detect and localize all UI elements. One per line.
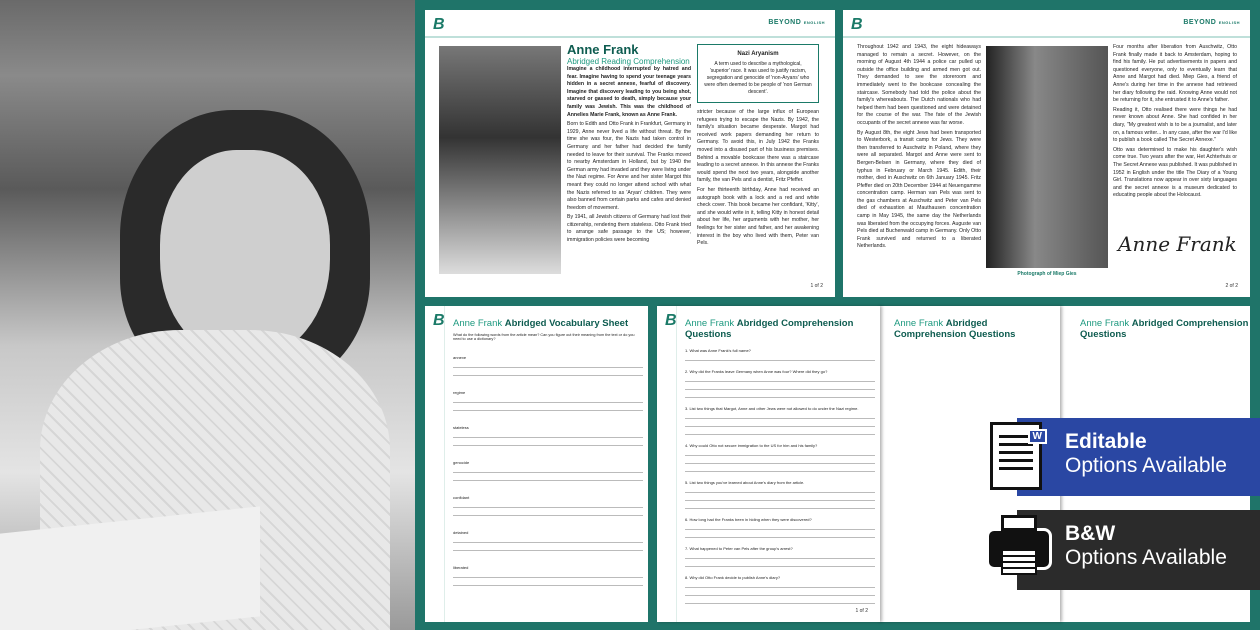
paragraph: By 1941, all Jewish citizens of Germany had lost their citizenship, rendering them stateless. Otto Frank tried to arrange safe passage to the US; however, immigration policies were becoming [567,214,691,244]
paragraph: Four months after liberation from Auschwitz, Otto Frank finally made it back to Amsterdam, hoping to find his family. He put advertisements in papers and questioned everyone, only to eventually learn that Anne and Margot had died. Miep Gies, a friend of Anne's during her time in the annexe had retrieved her diary following the raid. Knowing Anne would not be returning for it, she entrusted it to Anne's father. [1113,44,1237,104]
anne-frank-portrait [439,46,561,274]
printer-icon [986,528,1052,570]
vocabulary-sheet [425,306,648,622]
logo-icon: B [851,16,863,33]
intro: Imagine a childhood interrupted by hatred and fear. Imagine having to spend your teenage years hidden in a secret annexe, fearful of discovery. Imagine that discovery leading to you being shot, starved or gassed to death, simply because your family was Jewish. This was the childhood of Annelies Marie Frank, known as Anne Frank. [567,66,691,118]
vocab-item [453,495,643,516]
answer-line[interactable] [685,455,875,456]
paragraph: Throughout 1942 and 1943, the eight hideaways managed to remain a secret. However, on the morning of August 4th 1944 a police car pulled up outside the office building and armed men got out. They demanded to see the storeroom and immediately went to the bookcase concealing the staircase. Somebody had told the police about the family's whereabouts. The Dutch nationals who had helped them had been questioned and were detained for the course of the war. The fate of the Jewish occupants of the secret annexe was far worse. [857,44,981,126]
answer-line[interactable] [685,471,875,472]
definition-box: Nazi Aryanism A term used to describe a mythological, 'superior' race. It was used to justify racism, segregation and genocide of 'non-Aryans' who were often deemed to be people of 'non German descent'. [697,44,819,103]
brand: BEYOND ENGLISH [768,19,825,26]
question-item [685,443,875,472]
question-item [685,480,875,509]
badge-title: B&W [1065,522,1116,545]
reading-page-2 [843,10,1250,297]
logo-icon: B [665,312,677,329]
vocab-word: liberated [453,565,469,570]
page-number: 1 of 2 [810,283,823,289]
vocab-word: genocide [453,460,470,465]
question-item [685,575,875,604]
answer-line[interactable] [685,389,875,390]
sheet-title: Anne Frank Abridged Comprehension Questions [685,318,854,340]
vocab-item [453,425,643,446]
answer-line[interactable] [685,595,875,596]
paragraph: For her thirteenth birthday, Anne had received an autograph book with a lock and a red and white check cover. This book became her confidant, 'Kitty', and she would write in it, telling Kitty in honest detail about her life, her arguments with her mother, her feelings for her sister and father, and her awakening interest in the boy who lived with them, Peter van Pels. [697,186,819,247]
page-number: 2 of 2 [1225,283,1238,289]
questions-sheet-back: Anne Frank Abridged Comprehension Questions [1050,306,1250,622]
answer-line[interactable] [685,463,875,464]
answer-line[interactable] [685,418,875,419]
miep-gies-photo [986,46,1108,268]
page-subtitle: Abridged Reading Comprehension [567,57,690,66]
answer-line[interactable] [685,434,875,435]
vocab-word: detained [453,530,469,535]
answer-line[interactable] [685,587,875,588]
vocab-item [453,390,643,411]
question-text: 2. Why did the Franks leave Germany when Anne was four? Where did they go? [685,369,828,374]
word-document-icon: W [990,422,1042,490]
question-item [685,406,875,435]
instructions: What do the following words from the article mean? Can you figure out their meaning from the text or do you need to use a dictionary? [453,333,635,341]
answer-line[interactable] [685,426,875,427]
answer-line[interactable] [685,500,875,501]
answer-line[interactable] [685,508,875,509]
anne-frank-photo [0,0,415,630]
badge-title: Editable [1065,430,1147,453]
vocab-item [453,355,643,376]
question-item [685,369,875,398]
answer-line[interactable] [685,529,875,530]
badge-subtitle: Options Available [1065,454,1227,477]
answer-line[interactable] [685,492,875,493]
sheet-title: Anne Frank Abridged Vocabulary Sheet [453,318,629,329]
vocab-word: regime [453,390,466,395]
editable-badge [1017,418,1260,496]
vocab-word: stateless [453,425,469,430]
question-text: 5. List two things you've learned about Anne's diary from the article. [685,480,805,485]
paragraph: stricter because of the large influx of European refugees trying to escape the Nazis. By 1942, the family's situation became desperate. Margot had received work papers demanding her return to Germany. To avoid this, in July 1942 the Franks moved into a disused part of his business premises. Behind a movable bookcase there was a staircase leading to a secret annexe. In this annexe the Franks would spend the next two years, alongside another family, the van Pels and a dentist, Fritz Pfeffer. [697,109,819,184]
page-title: Anne Frank [567,42,639,57]
paragraph: By August 8th, the eight Jews had been transported to Westerbork, a transit camp for Jews. They were then transferred to Auschwitz in Poland, where they were all separated. Margot and Anne were sent to Bergen-Belsen in Germany, where they died of typhus in February or March 1945. Edith, their mother, died in Auschwitz on 6th January 1945. Fritz Pfeffer died on 20th December 1944 at Neuengamme concentration camp. Herman van Pels was sent to the gas chambers at Auschwitz and Peter van Pels died of exhaustion at Mauthausen concentration camp in May 1945, the same day the Netherlands was liberated from the occupying forces. Auguste van Pels died at Buchenwald camp in Germany. Only Otto Frank survived and returned to a liberated Netherlands. [857,129,981,250]
answer-line[interactable] [685,537,875,538]
question-text: 6. How long had the Franks been in hiding when they were discovered? [685,517,812,522]
signature: Anne Frank [1118,232,1237,256]
logo-icon: B [433,312,445,329]
answer-line[interactable] [685,558,875,559]
question-item [685,348,875,361]
paragraph: Reading it, Otto realised there were things he had never known about Anne. She had confided in her diary, "My greatest wish is to be a journalist, and later on, a famous writer... In any case, after the war I'd like to publish a book called The Secret Annexe." [1113,106,1237,144]
answer-line[interactable] [685,360,875,361]
question-text: 8. Why did Otto Frank decide to publish Anne's diary? [685,575,781,580]
vocab-item [453,565,643,586]
question-text: 4. Why could Otto not secure immigration to the US for him and his family? [685,443,818,448]
answer-line[interactable] [685,566,875,567]
photo-caption: Photograph of Miep Gies [1017,271,1077,277]
questions-sheet [657,306,880,622]
question-item [685,546,875,567]
vocab-item [453,460,643,481]
answer-line[interactable] [685,397,875,398]
logo-icon: B [433,16,445,33]
question-text: 3. List two things that Margot, Anne and other Jews were not allowed to do under the Nazi regime. [685,406,859,411]
vocab-word: confidant [453,495,470,500]
page-number: 1 of 2 [855,608,868,614]
badge-subtitle: Options Available [1065,546,1227,569]
vocab-item [453,530,643,551]
paragraph: Born to Edith and Otto Frank in Frankfurt, Germany in 1929, Anne never lived a life without threat. By the time she was four, the Nazis had taken control in Germany and her father had decided the family needed to leave for their survival. The Franks moved to nearby Amsterdam in Holland, but by 1940 the German army had invaded and they were living under the Nazi regime. For Anne and her sister Margot this meant they could no longer attend school with what the Nazis referred to as 'Aryan' children. They were also banned from certain parks and cafes and denied freedom of movement. [567,121,691,211]
answer-line[interactable] [685,381,875,382]
vocab-word: annexe [453,355,467,360]
answer-line[interactable] [685,603,875,604]
questions-sheet-middle: Anne Frank Abridged Comprehension Questions [878,306,1060,622]
question-text: 7. What happened to Peter van Pels after the group's arrest? [685,546,793,551]
bw-badge [1017,510,1260,590]
question-item [685,517,875,538]
reading-page-1 [425,10,835,297]
question-text: 1. What was Anne Frank's full name? [685,348,751,353]
paragraph: Otto was determined to make his daughter's wish come true. Two years after the war, Het Achterhuis or The Secret Annexe was published. It was published in 1952 in English under the title The Diary of a Young Girl. Translations now appear in over sixty languages and the secret annexe is a museum dedicated to educating people about the Holocaust. [1113,146,1237,199]
brand: BEYOND ENGLISH [1183,19,1240,26]
